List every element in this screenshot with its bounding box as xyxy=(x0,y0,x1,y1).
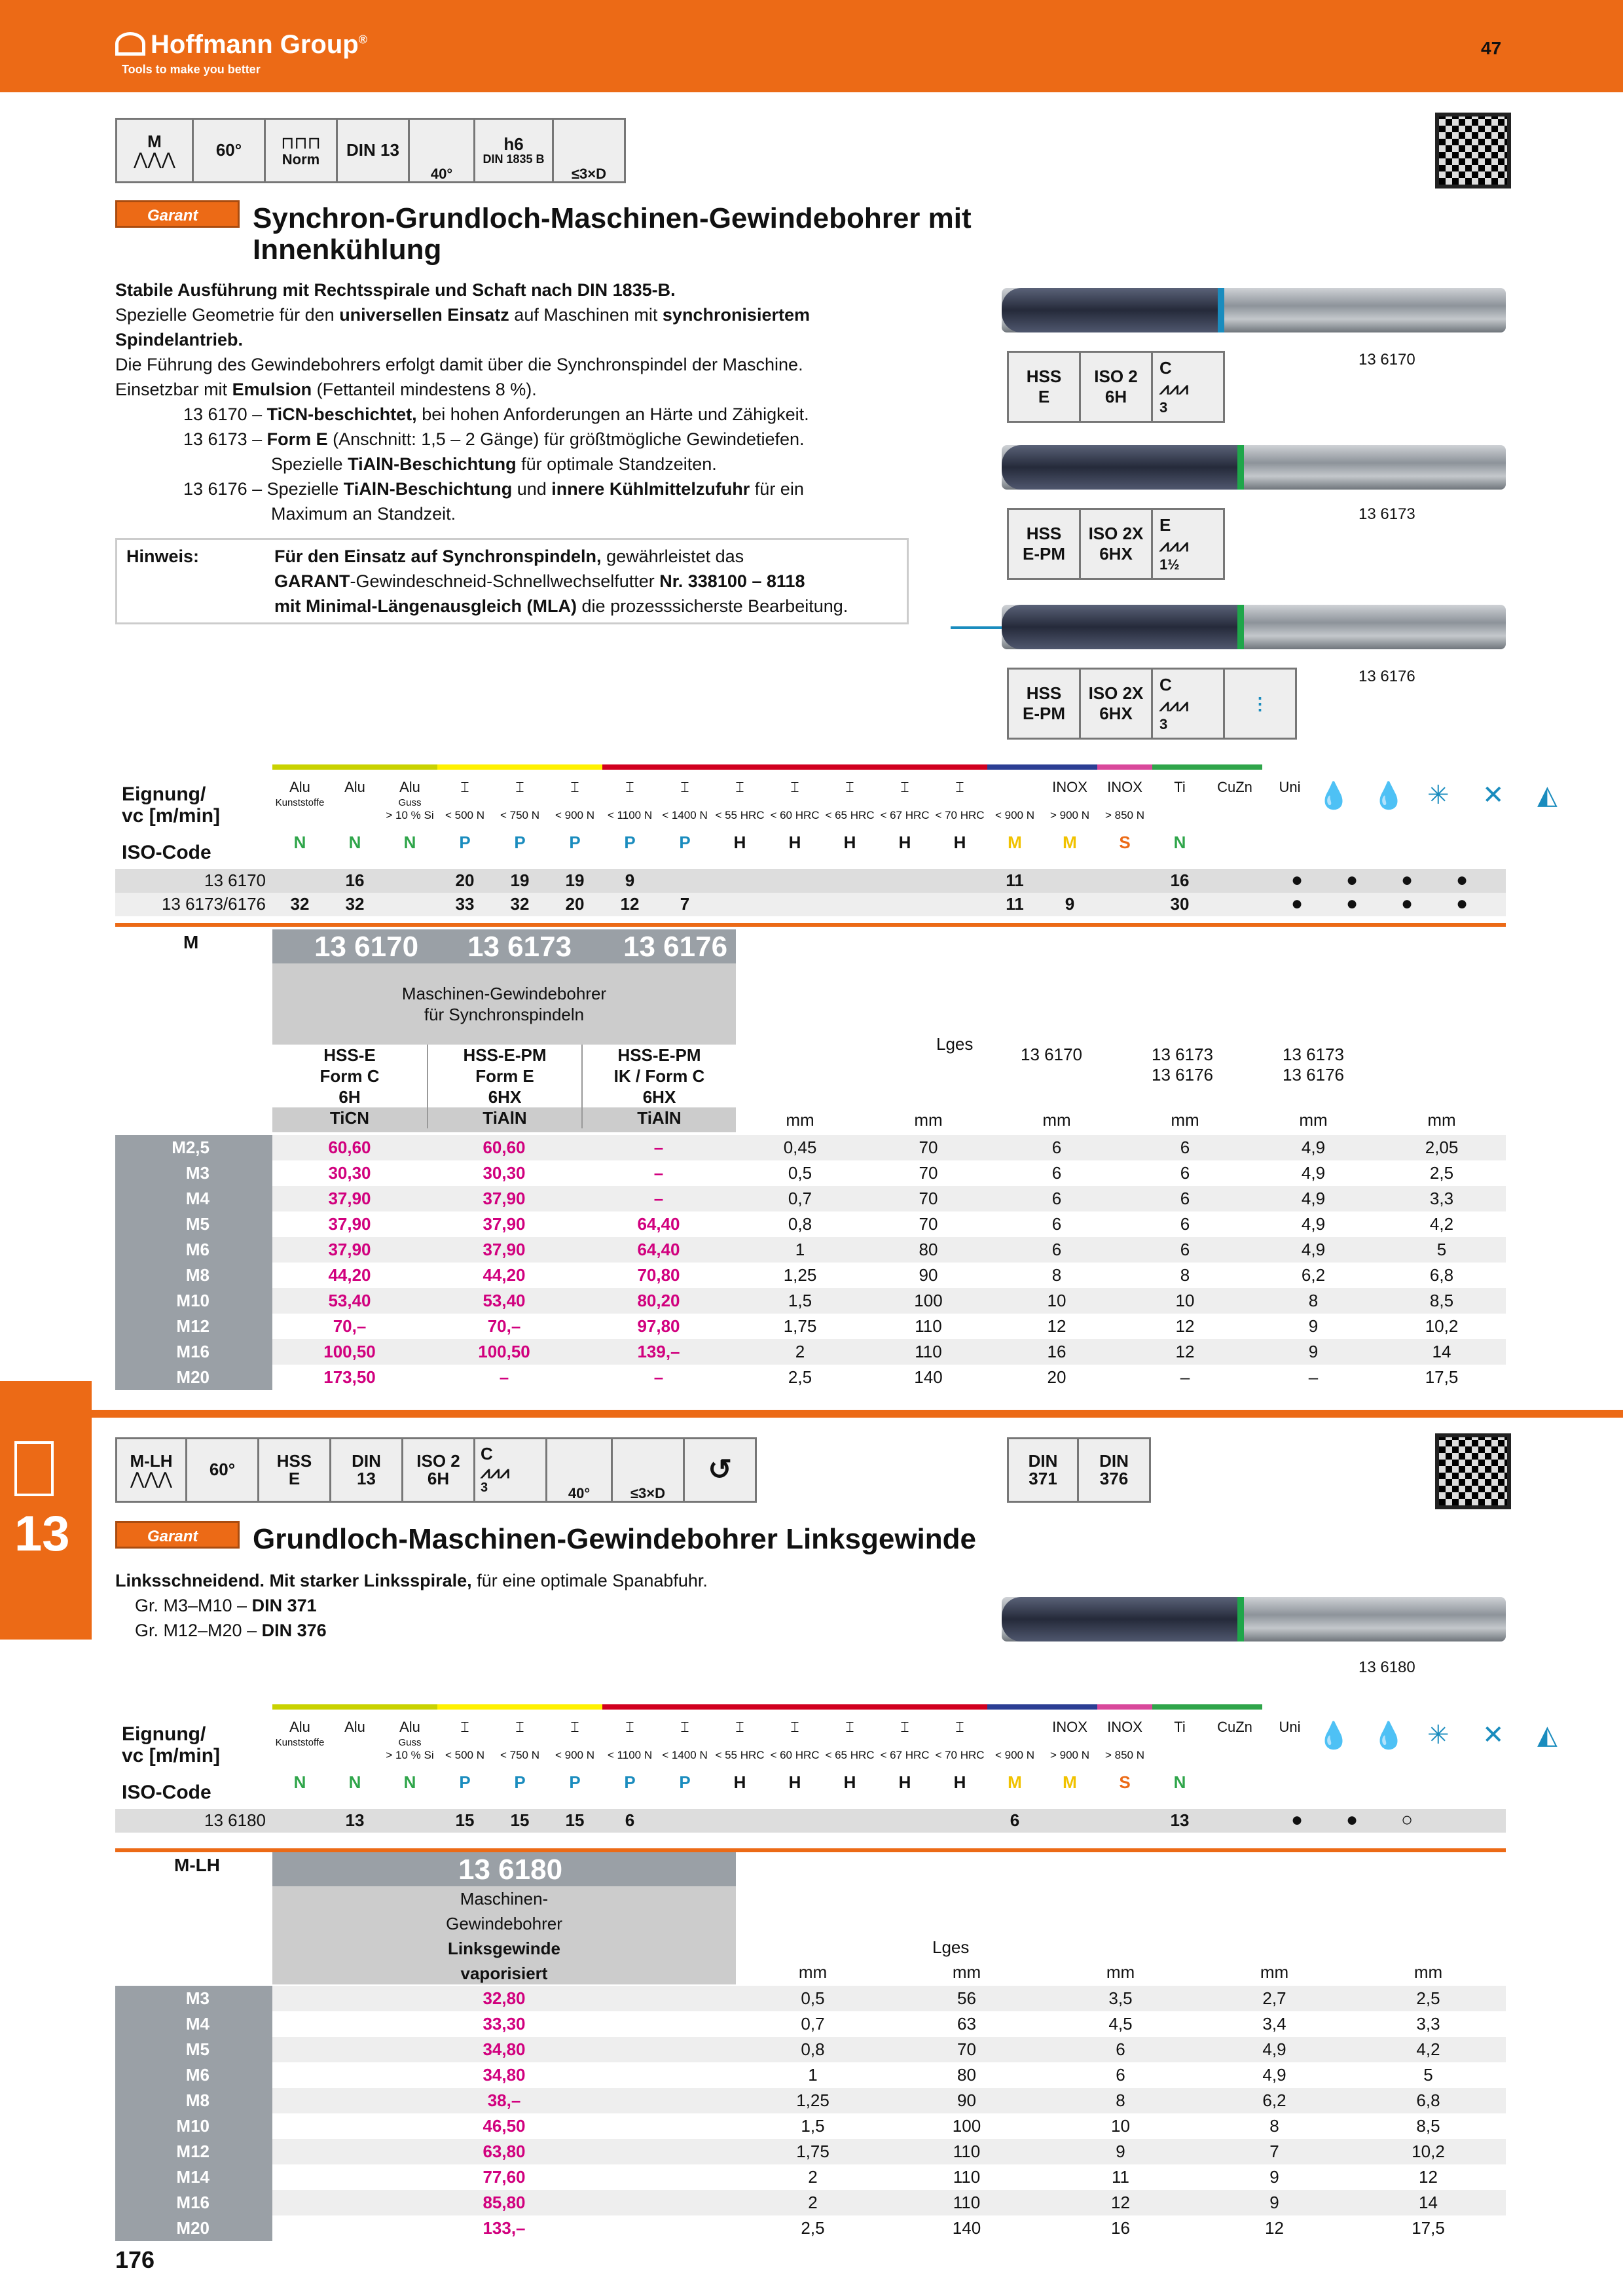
suitability-dot: ● xyxy=(1346,1809,1359,1831)
material-column: Ti N xyxy=(1152,1704,1207,1793)
table-row: M6 34,80 1 80 6 4,9 5 xyxy=(115,2062,1506,2088)
material-column: ⌶ < 70 HRC H xyxy=(932,764,987,853)
suitability-dot: ● xyxy=(1291,893,1304,914)
section2-title: Grundloch-Maschinen-Gewindebohrer Linksgewinde xyxy=(253,1523,977,1555)
material-column: ⌶ < 60 HRC H xyxy=(767,1704,822,1793)
thread-table-2 xyxy=(115,1986,1506,2241)
shank-h6-icon: h6 DIN 1835 B xyxy=(475,118,554,183)
material-column: ⌶ < 1100 N P xyxy=(602,764,657,853)
suitability-dot: ● xyxy=(1291,1809,1304,1831)
material-column: ⌶ < 900 N P xyxy=(547,764,602,853)
coolant-icon: ✕ xyxy=(1482,1721,1504,1749)
table-row: M12 63,80 1,75 110 9 7 10,2 xyxy=(115,2139,1506,2164)
material-column: Ti N xyxy=(1152,764,1207,853)
garant-logo-2: Garant xyxy=(115,1521,240,1549)
material-column: Uni xyxy=(1262,764,1317,823)
material-column: Alu Kunststoffe N xyxy=(272,764,327,853)
garant-logo: Garant xyxy=(115,200,240,228)
unit-label: mm xyxy=(1413,1962,1443,1982)
material-column: ⌶ < 65 HRC H xyxy=(822,764,877,853)
tool-image-136170 xyxy=(1002,288,1506,332)
unit-label: mm xyxy=(798,1962,828,1982)
material-column: ⌶ < 67 HRC H xyxy=(877,1704,932,1793)
table-row: M4 33,30 0,7 63 4,5 3,4 3,3 xyxy=(115,2011,1506,2037)
unit-label: mm xyxy=(1042,1110,1071,1130)
coolant-icon: 💧 xyxy=(1317,1721,1350,1750)
tool-id-136176: 13 6176 xyxy=(1359,668,1415,685)
suitability-value: 20 xyxy=(455,870,475,890)
tool-id-136173: 13 6173 xyxy=(1359,505,1415,523)
table-row: M4 37,90 37,90 – 0,7 70 6 6 4,9 3,3 xyxy=(115,1186,1506,1211)
material-column: ⌶ < 500 N P xyxy=(437,764,492,853)
footer-page-number: 176 xyxy=(115,2246,155,2273)
suitability-value: 7 xyxy=(680,894,690,914)
table-row: M16 85,80 2 110 12 9 14 xyxy=(115,2190,1506,2215)
unit-label: mm xyxy=(1171,1110,1199,1130)
material-column: < 900 N M xyxy=(987,1704,1042,1793)
suitability-value: 32 xyxy=(510,894,530,914)
suitability-dot: ● xyxy=(1456,893,1468,914)
material-column: INOX > 850 N S xyxy=(1097,764,1152,853)
suitability-value: 6 xyxy=(625,1810,635,1830)
tool-props-136173: HSS E-PM ISO 2X 6HX E ⩘⩘⩘ 1½ xyxy=(1007,508,1225,580)
table-row: M5 37,90 37,90 64,40 0,8 70 6 6 4,9 4,2 xyxy=(115,1211,1506,1237)
qr-code-icon-2[interactable] xyxy=(1435,1433,1511,1509)
unit-label: mm xyxy=(1299,1110,1328,1130)
material-column: ⌶ < 55 HRC H xyxy=(712,764,767,853)
material-column: ⌶ < 750 N P xyxy=(492,764,547,853)
tool-image-136173 xyxy=(1002,445,1506,490)
unit-label: mm xyxy=(786,1110,814,1130)
spec-icons-2: M-LH ⋀⋀⋀ 60° HSS E DIN 13 ISO 2 6H C ⩘⩘⩘ 3 40° ≤3×D ↺ xyxy=(115,1437,757,1503)
coolant-icon: 💧 xyxy=(1372,1721,1405,1750)
table-row: M6 37,90 37,90 64,40 1 80 6 6 4,9 5 xyxy=(115,1237,1506,1263)
page-title: Synchron-Grundloch-Maschinen-Gewindebohrer mit Innenkühlung xyxy=(253,202,972,266)
material-column: < 900 N M xyxy=(987,764,1042,853)
material-column: Alu Kunststoffe N xyxy=(272,1704,327,1793)
coolant-icon: 💧 xyxy=(1372,781,1405,810)
table-row: M20 173,50 – – 2,5 140 20 – – 17,5 xyxy=(115,1365,1506,1390)
material-column: Alu Guss > 10 % Si N xyxy=(382,764,437,853)
suitability-value: 33 xyxy=(455,894,475,914)
material-column: INOX > 900 N M xyxy=(1042,764,1097,853)
suitability-dot: ● xyxy=(1401,893,1413,914)
angle-40-icon: 40° xyxy=(410,118,475,183)
material-column: Alu N xyxy=(327,764,382,853)
suitability-value: 20 xyxy=(565,894,585,914)
material-column: ⌶ < 55 HRC H xyxy=(712,1704,767,1793)
table-desc-1: Maschinen-Gewindebohrer für Synchronspindeln xyxy=(401,984,607,1024)
suitability-value: 32 xyxy=(345,894,365,914)
left-rotation-icon: ↺ xyxy=(685,1437,757,1503)
tagline: Tools to make you better xyxy=(122,63,261,76)
material-column: INOX > 850 N S xyxy=(1097,1704,1152,1793)
suitability-value: 19 xyxy=(510,870,530,890)
tool-id-136170: 13 6170 xyxy=(1359,351,1415,368)
table-row: M12 70,– 70,– 97,80 1,75 110 12 12 9 10,2 xyxy=(115,1314,1506,1339)
material-column: Alu N xyxy=(327,1704,382,1793)
suitability-value: 15 xyxy=(455,1810,475,1830)
internal-coolant-icon: ⋮ xyxy=(1225,668,1297,740)
table-row: M3 32,80 0,5 56 3,5 2,7 2,5 xyxy=(115,1986,1506,2011)
intro-text: Stabile Ausführung mit Rechtsspirale und Schaft nach DIN 1835-B. Spezielle Geometrie für den universellen Einsatz auf Maschinen mit synchronisiertem Spindelantrieb. Die Führung des Gewindebohrers erfolgt damit über die Synchronspindel der Maschine. Einsetzbar mit Emulsion (Fettanteil mindestens 8 %). 13 6170 – TiCN-beschichtet, bei hohen Anforderungen an Härte und Zähigkeit. 13 6173 – Form E (Anschnitt: 1,5 – 2 Gänge) für größtmögliche Gewindetiefen. Spezielle TiAlN-Beschichtung für optimale Standzeiten. 13 6176 – Spezielle TiAlN-Beschichtung und innere Kühlmittelzufuhr für ein Maximum an Standzeit. xyxy=(115,280,810,524)
suitability-value: 6 xyxy=(1010,1810,1020,1830)
tool-id-136180: 13 6180 xyxy=(1359,1659,1415,1676)
suitability-value: 9 xyxy=(625,870,635,890)
suitability-value: 15 xyxy=(510,1810,530,1830)
coolant-icon: ◭ xyxy=(1537,1721,1558,1749)
suitability-value: 12 xyxy=(620,894,640,914)
suitability-value: 13 xyxy=(345,1810,365,1830)
table-row: M16 100,50 100,50 139,– 2 110 16 12 9 14 xyxy=(115,1339,1506,1365)
coolant-icon: ✳ xyxy=(1427,781,1450,810)
suitability-value: 11 xyxy=(1006,870,1024,890)
intro-text-2: Linksschneidend. Mit starker Linksspirale, für eine optimale Spanabfuhr. Gr. M3–M10 – DIN 371 Gr. M12–M20 – DIN 376 xyxy=(115,1571,708,1640)
suitability-table-2: Eignung/ vc [m/min] Alu Kunststoffe N Alu N Alu Guss > 10 % Si N ⌶ < 500 N P ⌶ < 750 N P ⌶ < 900 N P ⌶ < 1100 N P ⌶ < 1400 N P ⌶ < 55 HRC H ⌶ < 60 HRC H ⌶ < 65 HRC H ⌶ < 67 HRC H ⌶ < 70 HRC H < 900 N M INOX > 900 N M INOX > 850 N S Ti N CuZn Uni 💧 💧 ✳ ✕ ◭ ISO-Code xyxy=(115,1704,1506,1822)
coolant-icon: ✕ xyxy=(1482,781,1504,810)
table-row: M14 77,60 2 110 11 9 12 xyxy=(115,2164,1506,2190)
suitability-value: 32 xyxy=(290,894,310,914)
material-column: ⌶ < 60 HRC H xyxy=(767,764,822,853)
material-column: ⌶ < 1400 N P xyxy=(657,764,712,853)
suitability-dot: ● xyxy=(1401,869,1413,891)
table-row: M20 133,– 2,5 140 16 12 17,5 xyxy=(115,2215,1506,2241)
suitability-value: 16 xyxy=(1170,870,1190,890)
suitability-dot: ● xyxy=(1456,869,1468,891)
material-column: ⌶ < 500 N P xyxy=(437,1704,492,1793)
table-desc-2: Maschinen- Gewindebohrer Linksgewinde vaporisiert xyxy=(272,1886,736,1984)
coolant-icon: ◭ xyxy=(1537,781,1558,810)
unit-label: mm xyxy=(914,1110,943,1130)
suitability-dot: ● xyxy=(1291,869,1304,891)
material-column: CuZn xyxy=(1207,1704,1262,1763)
suitability-value: 11 xyxy=(1006,894,1024,914)
material-column: Uni xyxy=(1262,1704,1317,1763)
material-column: Alu Guss > 10 % Si N xyxy=(382,1704,437,1793)
thread-table-1 xyxy=(115,1135,1506,1390)
table-row: M10 53,40 53,40 80,20 1,5 100 10 10 8 8,5 xyxy=(115,1288,1506,1314)
table-row: M5 34,80 0,8 70 6 4,9 4,2 xyxy=(115,2037,1506,2062)
material-column: ⌶ < 67 HRC H xyxy=(877,764,932,853)
table-row: M2,5 60,60 60,60 – 0,45 70 6 6 4,9 2,05 xyxy=(115,1135,1506,1160)
table-row: M8 44,20 44,20 70,80 1,25 90 8 8 6,2 6,8 xyxy=(115,1263,1506,1288)
suitability-value: 19 xyxy=(565,870,585,890)
spec-icons-1 xyxy=(115,118,626,183)
unit-label: mm xyxy=(1260,1962,1289,1982)
suitability-value: 15 xyxy=(565,1810,585,1830)
type-headers-1: HSS-E Form C 6H TiCN HSS-E-PM Form E 6HX TiAlN HSS-E-PM IK / Form C 6HX TiAlN xyxy=(272,1045,736,1128)
unit-label: mm xyxy=(1106,1962,1135,1982)
tool-props-136176: HSS E-PM ISO 2X 6HX C ⩘⩘⩘ 3 ⋮ xyxy=(1007,668,1297,740)
material-column: CuZn xyxy=(1207,764,1262,823)
tap-icon xyxy=(14,1441,54,1496)
suitability-dot: ○ xyxy=(1401,1809,1413,1831)
material-column: ⌶ < 65 HRC H xyxy=(822,1704,877,1793)
norm-icon: ⊓⊓⊓ Norm xyxy=(266,118,338,183)
suitability-value: 16 xyxy=(345,870,365,890)
table-row: M3 30,30 30,30 – 0,5 70 6 6 4,9 2,5 xyxy=(115,1160,1506,1186)
qr-code-icon[interactable] xyxy=(1435,113,1511,188)
suitability-table-1: Eignung/ vc [m/min] Alu Kunststoffe N Alu N Alu Guss > 10 % Si N ⌶ < 500 N P ⌶ < 750 N P ⌶ < 900 N P ⌶ < 1100 N P ⌶ < 1400 N P ⌶ < 55 HRC H ⌶ < 60 HRC H ⌶ < 65 HRC H ⌶ < 67 HRC H ⌶ < 70 HRC H < 900 N M INOX > 900 N M INOX > 850 N S Ti N CuZn Uni 💧 💧 ✳ ✕ ◭ ISO-Code xyxy=(115,764,1506,916)
table-row: M10 46,50 1,5 100 10 8 8,5 xyxy=(115,2113,1506,2139)
tool-props-136170: HSS E ISO 2 6H C ⩘⩘⩘ 3 xyxy=(1007,351,1225,423)
material-column: INOX > 900 N M xyxy=(1042,1704,1097,1793)
chapter-number: 13 xyxy=(14,1506,70,1562)
suitability-value: 30 xyxy=(1170,894,1190,914)
table-row: M8 38,– 1,25 90 8 6,2 6,8 xyxy=(115,2088,1506,2113)
din-icons: DIN 371 DIN 376 xyxy=(1007,1437,1151,1503)
material-column: ⌶ < 750 N P xyxy=(492,1704,547,1793)
angle-60-icon: 60° xyxy=(194,118,266,183)
unit-label: mm xyxy=(1427,1110,1456,1130)
unit-label: mm xyxy=(952,1962,981,1982)
suitability-value: 13 xyxy=(1170,1810,1190,1830)
logo-icon xyxy=(115,32,145,56)
tool-image-136176 xyxy=(1002,605,1506,649)
metric-thread-icon: M ⋀⋀⋀ xyxy=(115,118,194,183)
page-number: 47 xyxy=(1481,38,1502,58)
brand-logo[interactable]: Hoffmann Group® xyxy=(115,30,367,60)
material-column: ⌶ < 1100 N P xyxy=(602,1704,657,1793)
din-13-icon: DIN 13 xyxy=(338,118,410,183)
material-column: ⌶ < 900 N P xyxy=(547,1704,602,1793)
material-column: ⌶ < 1400 N P xyxy=(657,1704,712,1793)
hint-box: Hinweis: Für den Einsatz auf Synchronspindeln, gewährleistet das GARANT-Gewindeschneid-Schnellwechselfutter Nr. 338100 – 8118 mit Minimal-Längenausgleich (MLA) die prozesssicherste Bearbeitung. xyxy=(115,538,909,624)
tool-image-136180 xyxy=(1002,1597,1506,1641)
language-code: DEE xyxy=(1561,34,1576,62)
suitability-value: 9 xyxy=(1065,894,1075,914)
depth-3xd-icon: ≤3×D xyxy=(554,118,626,183)
material-column: ⌶ < 70 HRC H xyxy=(932,1704,987,1793)
coolant-arrow-icon xyxy=(951,626,1003,629)
coolant-icon: ✳ xyxy=(1427,1721,1450,1749)
coolant-icon: 💧 xyxy=(1317,781,1350,810)
suitability-dot: ● xyxy=(1346,893,1359,914)
suitability-dot: ● xyxy=(1346,869,1359,891)
